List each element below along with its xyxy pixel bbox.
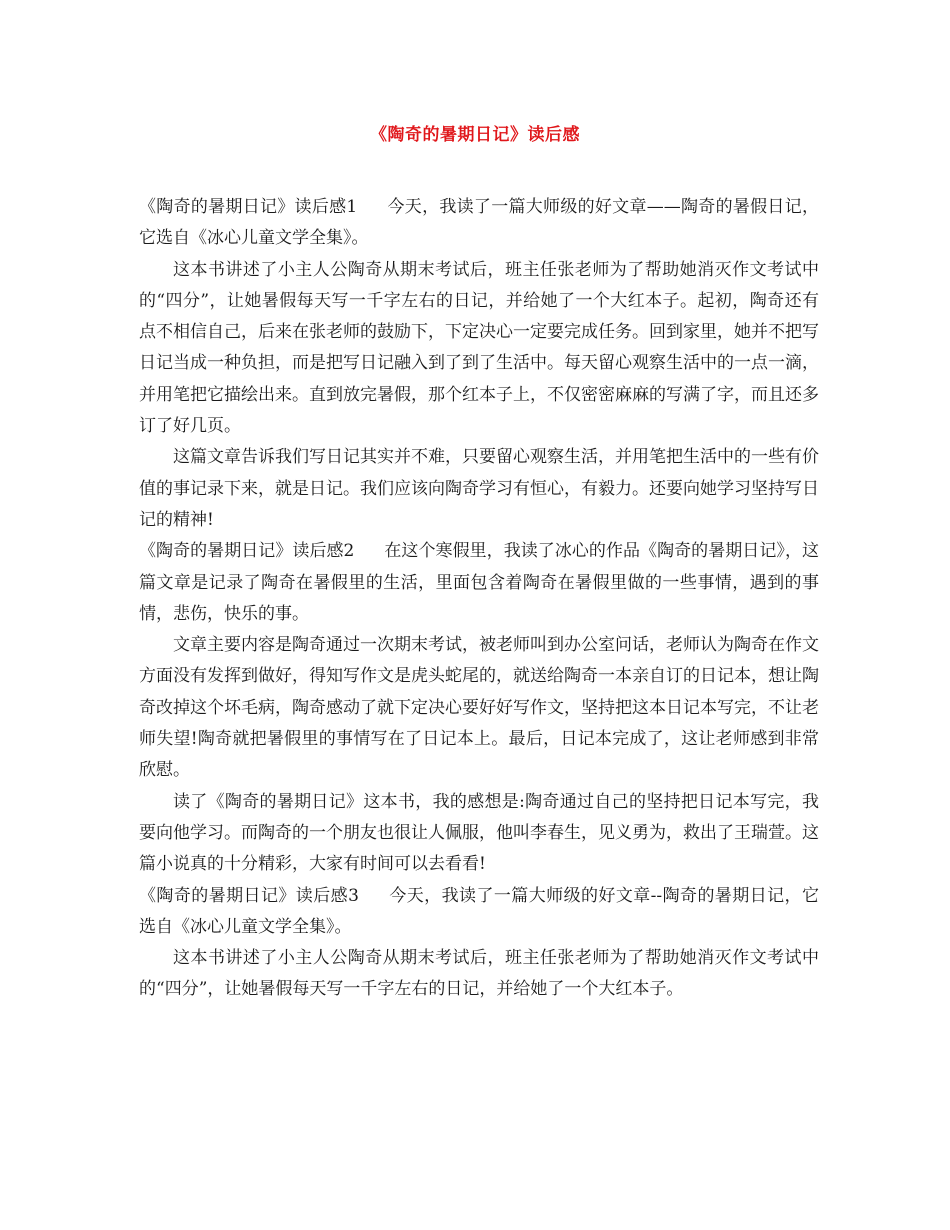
section-3-lead-text: 今天，我读了一篇大师级的好文章--陶奇的暑期日记，它选自《冰心儿童文学全集》。 — [139, 885, 819, 937]
section-3-heading: 《陶奇的暑期日记》读后感3 — [139, 885, 359, 906]
document-body — [139, 192, 819, 1006]
section-1-paragraph-2: 这篇文章告诉我们写日记其实并不难，只要留心观察生活，并用笔把生活中的一些有价值的事记录下来，就是日记。我们应该向陶奇学习有恒心，有毅力。还要向她学习坚持写日记的精神! — [139, 447, 819, 530]
section-2-lead-paragraph — [139, 536, 819, 630]
document-title: 《陶奇的暑期日记》读后感 — [370, 125, 580, 145]
section-1-lead-text: 今天，我读了一篇大师级的好文章——陶奇的暑假日记，它选自《冰心儿童文学全集》。 — [139, 197, 819, 249]
section-2-paragraph-1: 文章主要内容是陶奇通过一次期末考试，被老师叫到办公室问话，老师认为陶奇在作文方面没有发挥到做好，得知写作文是虎头蛇尾的，就送给陶奇一本亲自订的日记本，想让陶奇改掉这个坏毛病，陶奇感动了就下定决心要好好写作文，坚持把这本日记本写完，不让老师失望!陶奇就把暑假里的事情写在了日记本上。最后，日记本完成了，这让老师感到非常欣慰。 — [139, 635, 819, 781]
section-2-heading: 《陶奇的暑期日记》读后感2 — [139, 541, 355, 562]
section-3-paragraph-1: 这本书讲述了小主人公陶奇从期末考试后，班主任张老师为了帮助她消灭作文考试中的“四分”，让她暑假每天写一千字左右的日记，并给她了一个大红本子。 — [139, 948, 819, 1000]
section-2-paragraph-2: 读了《陶奇的暑期日记》这本书，我的感想是:陶奇通过自己的坚持把日记本写完，我要向他学习。而陶奇的一个朋友也很让人佩服，他叫李春生，见义勇为，救出了王瑞萱。这篇小说真的十分精彩，大家有时间可以去看看! — [139, 791, 819, 875]
section-1-heading: 《陶奇的暑期日记》读后感1 — [139, 197, 358, 217]
section-1-lead-paragraph — [139, 192, 819, 255]
section-2-lead-text: 在这个寒假里，我读了冰心的作品《陶奇的暑期日记》，这篇文章是记录了陶奇在暑假里的生活，里面包含着陶奇在暑假里做的一些事情，遇到的事情，悲伤，快乐的事。 — [139, 541, 819, 624]
section-3-lead-paragraph — [139, 881, 819, 944]
section-1-paragraph-1: 这本书讲述了小主人公陶奇从期末考试后，班主任张老师为了帮助她消灭作文考试中的“四分”，让她暑假每天写一千字左右的日记，并给她了一个大红本子。起初，陶奇还有点不相信自己，后来在张老师的鼓励下，下定决心一定要完成任务。回到家里，她并不把写日记当成一种负担，而是把写日记融入到了到了生活中。每天留心观察生活中的一点一滴，并用笔把它描绘出来。直到放完暑假，那个红本子上，不仅密密麻麻的写满了字，而且还多订了好几页。 — [139, 259, 819, 437]
